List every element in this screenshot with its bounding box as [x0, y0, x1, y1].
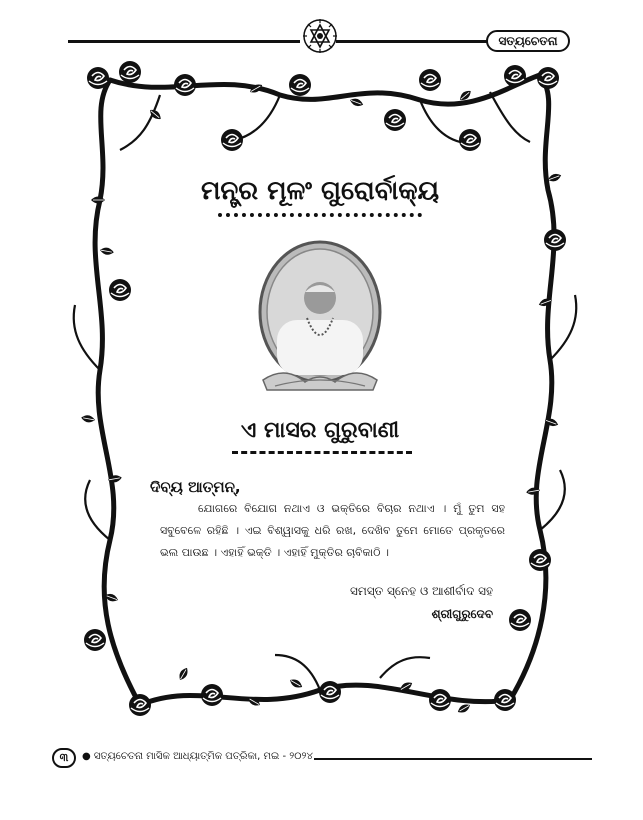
- footer-publication-info: ● ସତ୍ୟଚେତନା ମାସିକ ଆଧ୍ୟାତ୍ମିକ ପତ୍ରିକା, ମଇ - ୨୦୨୪: [82, 751, 313, 762]
- message-body: ଯୋଗରେ ବିଯୋଗ ନଥାଏ ଓ ଭକ୍ତିରେ ବିଚାର ନଥାଏ । ମୁଁ ତୁମ ସହ ସବୁବେଳେ ରହିଛି । ଏଇ ବିଶ୍ୱାସକୁ ଧରି ରଖ, ଦେଖିବ ତୁମେ ମୋତେ ପ୍ରକୃତରେ ଭଲ ପାଉଛ । ଏହାହିଁ ଭକ୍ତି । ଏହାହିଁ ମୁକ୍ତିର ଚାବିକାଠି ।: [160, 502, 505, 559]
- heading-dashed-divider: [232, 451, 412, 454]
- message-salutation: ଦିବ୍ୟ ଆତ୍ମନ୍,: [150, 478, 241, 496]
- title-dotted-divider: [218, 213, 422, 217]
- section-heading: ଏ ମାସର ଗୁରୁବାଣୀ: [240, 418, 400, 443]
- message-closing: ସମସ୍ତ ସ୍ନେହ ଓ ଆଶୀର୍ବାଦ ସହ: [350, 584, 493, 598]
- message-signature: ଶ୍ରୀଗୁରୁଦେବ: [431, 607, 493, 621]
- page-title: ମନ୍ତ୍ର ମୂଳଂ ଗୁରୋର୍ବାକ୍ୟ: [200, 176, 440, 206]
- footer-rule: [314, 758, 592, 760]
- guru-portrait-icon: [255, 240, 385, 400]
- magazine-name-badge: ସତ୍ୟଚେତନା: [486, 30, 570, 52]
- page-number: ୩: [52, 748, 76, 768]
- page-footer: [52, 748, 592, 770]
